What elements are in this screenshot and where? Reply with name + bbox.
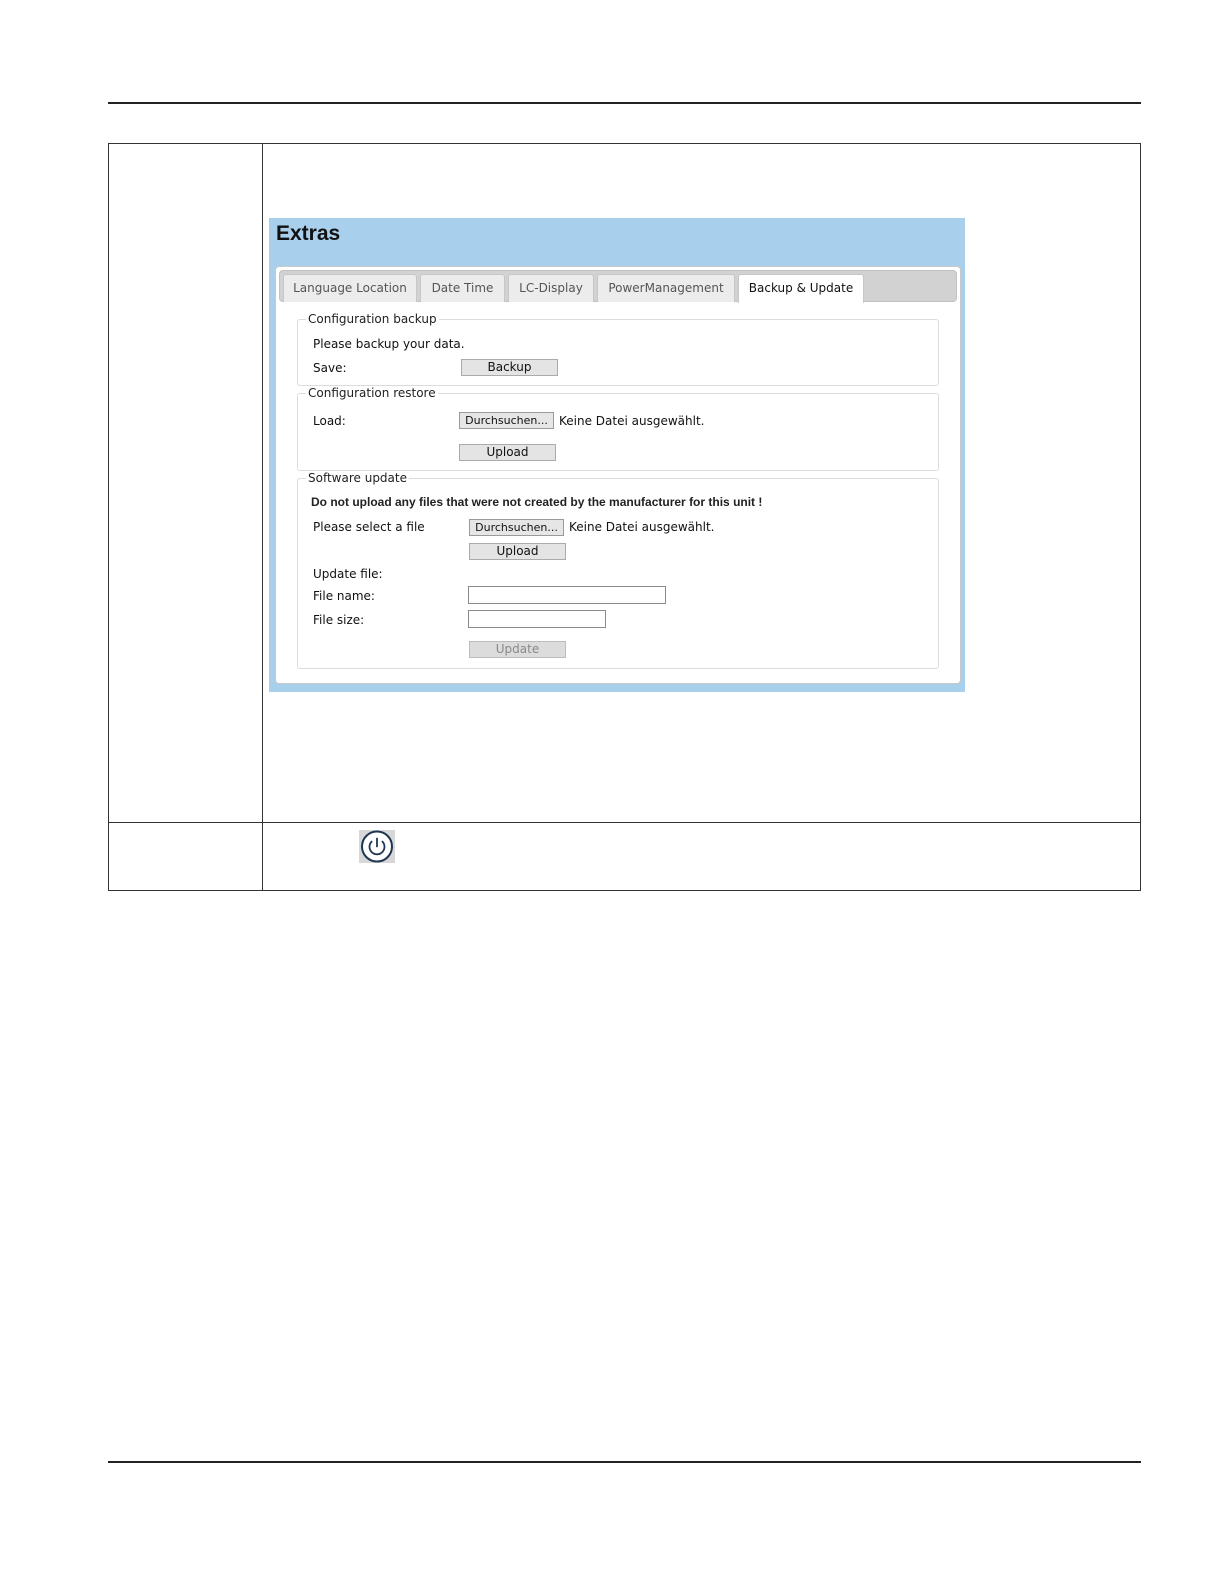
extras-panel <box>275 266 961 684</box>
configuration-backup-legend: Configuration backup <box>308 312 437 326</box>
tab-bar <box>279 270 957 302</box>
file-size-label: File size: <box>313 613 365 627</box>
tab-lc-display[interactable]: LC-Display <box>508 274 594 302</box>
header-rule <box>108 102 1141 104</box>
update-button[interactable]: Update <box>469 641 566 658</box>
footer-rule <box>108 1461 1141 1463</box>
software-no-file-text: Keine Datei ausgewählt. <box>569 520 715 534</box>
configuration-restore-group <box>297 386 939 471</box>
software-browse-button[interactable]: Durchsuchen... <box>469 519 564 536</box>
software-upload-button[interactable]: Upload <box>469 543 566 560</box>
tab-power-management[interactable]: PowerManagement <box>597 274 735 302</box>
manufacturer-warning: Do not upload any files that were not created by the manufacturer for this unit ! <box>311 495 763 509</box>
table-column-divider <box>262 144 263 890</box>
load-label: Load: <box>313 414 346 428</box>
file-name-label: File name: <box>313 589 375 603</box>
tab-language-location[interactable]: Language Location <box>283 274 417 302</box>
table-row-divider <box>109 822 1140 823</box>
file-size-field[interactable] <box>468 610 606 628</box>
file-name-field[interactable] <box>468 586 666 604</box>
restore-no-file-text: Keine Datei ausgewählt. <box>559 414 705 428</box>
update-file-label: Update file: <box>313 567 383 581</box>
extras-screenshot <box>269 218 965 692</box>
select-file-label: Please select a file <box>313 520 425 534</box>
power-button[interactable] <box>359 830 395 863</box>
page-title: Extras <box>276 222 341 245</box>
save-label: Save: <box>313 361 347 375</box>
tab-backup-update[interactable]: Backup & Update <box>738 274 864 303</box>
tab-date-time[interactable]: Date Time <box>420 274 505 302</box>
software-update-legend: Software update <box>308 471 407 485</box>
restore-upload-button[interactable]: Upload <box>459 444 556 461</box>
configuration-restore-legend: Configuration restore <box>308 386 436 400</box>
backup-button[interactable]: Backup <box>461 359 558 376</box>
backup-note: Please backup your data. <box>313 337 465 351</box>
restore-browse-button[interactable]: Durchsuchen... <box>459 412 554 429</box>
